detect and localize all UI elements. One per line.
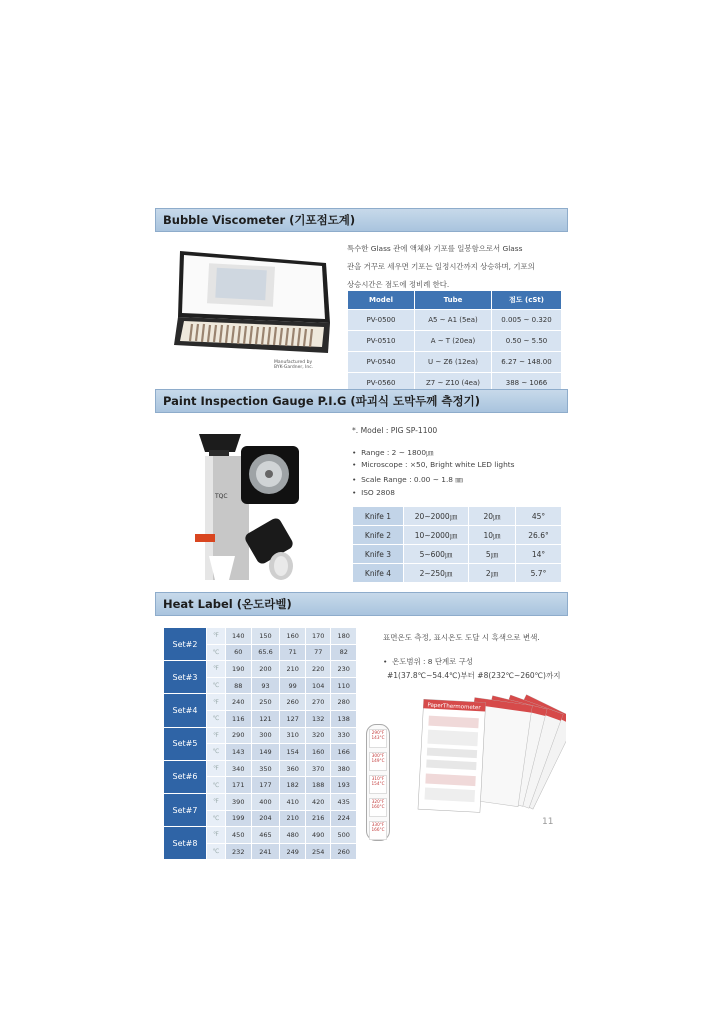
- table-cell: PV-0540: [348, 352, 415, 373]
- unit-f-label: ℉: [207, 661, 226, 678]
- table-cell: 254: [305, 843, 331, 860]
- table-cell: 360: [280, 760, 306, 777]
- table-cell: 160: [280, 628, 306, 645]
- table-cell: 340: [226, 760, 252, 777]
- section-header-bubble-viscometer: [155, 208, 568, 232]
- table-cell: 99: [280, 677, 306, 694]
- heat-label-table: [163, 627, 357, 860]
- section-header-heat-label: [155, 592, 568, 616]
- table-cell: 216: [305, 810, 331, 827]
- table-cell: 116: [226, 710, 252, 727]
- table-cell: 88: [226, 677, 252, 694]
- description-line: 상승시간은 점도에 정비례 한다.: [347, 280, 450, 289]
- table-cell: 230: [331, 661, 357, 678]
- table-cell: 260: [280, 694, 306, 711]
- knife-table: [352, 506, 562, 583]
- section-header-pig: [155, 389, 568, 413]
- heat-label-cards-photo: [414, 694, 566, 828]
- set-label: Set#7: [164, 793, 207, 826]
- table-cell: 480: [280, 827, 306, 844]
- table-cell: 241: [251, 843, 280, 860]
- strip-temperature-label: 290°F 143°C: [369, 729, 387, 748]
- table-cell: 290: [226, 727, 252, 744]
- table-cell: 220: [305, 661, 331, 678]
- pig-gauge-photo: [195, 424, 307, 586]
- table-row: [348, 331, 562, 352]
- viscometer-photo: [168, 245, 336, 373]
- table-row: [353, 564, 562, 583]
- unit-c-label: ℃: [207, 777, 226, 794]
- strip-temperature-label: 320°F 160°C: [369, 798, 387, 817]
- strip-temperature-label: 330°F 166°C: [369, 821, 387, 840]
- unit-f-label: ℉: [207, 793, 226, 810]
- table-row: [164, 661, 357, 678]
- table-row: [164, 694, 357, 711]
- table-cell: 60: [226, 644, 252, 661]
- page-number: 11: [542, 817, 554, 827]
- table-cell: 45°: [516, 507, 562, 526]
- table-cell: 210: [280, 810, 306, 827]
- table-row: [164, 628, 357, 645]
- table-cell: 121: [251, 710, 280, 727]
- table-cell: 270: [305, 694, 331, 711]
- table-cell: PV-0560: [348, 373, 415, 394]
- unit-f-label: ℉: [207, 727, 226, 744]
- table-cell: 380: [331, 760, 357, 777]
- table-cell: 177: [251, 777, 280, 794]
- heat-label-description: 표면온도 측정, 표시온도 도달 시 흑색으로 변색.: [383, 633, 540, 642]
- table-cell: 150: [251, 628, 280, 645]
- table-cell: 435: [331, 793, 357, 810]
- section-title: Paint Inspection Gauge P.I.G (파괴식 도막두께 측정기): [163, 394, 481, 408]
- table-cell: 140: [226, 628, 252, 645]
- description-line: 특수한 Glass 관에 액체와 기포를 일봉함으로서 Glass: [347, 244, 523, 253]
- card-title: PaperThermometer: [427, 702, 481, 712]
- table-cell: 171: [226, 777, 252, 794]
- table-cell: 20㎛: [469, 507, 516, 526]
- table-cell: 160: [305, 744, 331, 761]
- table-cell: 10~2000㎛: [404, 526, 469, 545]
- table-cell: 390: [226, 793, 252, 810]
- table-cell: Knife 2: [353, 526, 404, 545]
- table-cell: 400: [251, 793, 280, 810]
- list-item: • 온도범위 : 8 단계로 구성: [383, 657, 473, 666]
- table-cell: 450: [226, 827, 252, 844]
- table-cell: 260: [331, 843, 357, 860]
- table-cell: 180: [331, 628, 357, 645]
- table-cell: 320: [305, 727, 331, 744]
- table-cell: 182: [280, 777, 306, 794]
- list-item: • Scale Range : 0.00 ~ 1.8 ㎜: [352, 475, 463, 484]
- table-row: [348, 310, 562, 331]
- list-item: • Range : 2 ~ 1800㎛: [352, 448, 434, 457]
- table-cell: 199: [226, 810, 252, 827]
- table-cell: 5~600㎛: [404, 545, 469, 564]
- table-cell: PV-0500: [348, 310, 415, 331]
- table-cell: 132: [305, 710, 331, 727]
- section-title: Heat Label (온도라벨): [163, 597, 292, 611]
- unit-f-label: ℉: [207, 827, 226, 844]
- table-cell: 210: [280, 661, 306, 678]
- table-cell: A ~ T (20ea): [415, 331, 492, 352]
- table-cell: 465: [251, 827, 280, 844]
- unit-c-label: ℃: [207, 644, 226, 661]
- unit-f-label: ℉: [207, 694, 226, 711]
- table-cell: Knife 4: [353, 564, 404, 583]
- heat-strip: [366, 724, 390, 841]
- table-cell: 77: [305, 644, 331, 661]
- photo-caption-line: BYK-Gardner, Inc.: [274, 365, 314, 370]
- table-header-row: [348, 291, 562, 310]
- viscometer-description: [347, 240, 535, 294]
- photo-caption-line: Manufactured by: [274, 360, 313, 365]
- bullet-text: ISO 2808: [361, 488, 395, 497]
- table-row: [353, 526, 562, 545]
- table-row: [164, 827, 357, 844]
- table-cell: 188: [305, 777, 331, 794]
- list-item: • ISO 2808: [352, 488, 395, 497]
- table-cell: 82: [331, 644, 357, 661]
- unit-c-label: ℃: [207, 810, 226, 827]
- table-row: [353, 507, 562, 526]
- table-cell: 0.005 ~ 0.320: [492, 310, 562, 331]
- table-cell: A5 ~ A1 (5ea): [415, 310, 492, 331]
- table-cell: 224: [331, 810, 357, 827]
- table-cell: U ~ Z6 (12ea): [415, 352, 492, 373]
- table-cell: Z7 ~ Z10 (4ea): [415, 373, 492, 394]
- unit-c-label: ℃: [207, 677, 226, 694]
- table-cell: 350: [251, 760, 280, 777]
- table-cell: 240: [226, 694, 252, 711]
- unit-c-label: ℃: [207, 843, 226, 860]
- photo-caption: [274, 360, 313, 370]
- unit-f-label: ℉: [207, 628, 226, 645]
- table-row: [164, 760, 357, 777]
- table-cell: Knife 3: [353, 545, 404, 564]
- table-cell: 193: [331, 777, 357, 794]
- table-cell: 190: [226, 661, 252, 678]
- bullet-text: Scale Range : 0.00 ~ 1.8 ㎜: [361, 475, 463, 484]
- table-row: [348, 352, 562, 373]
- table-cell: 370: [305, 760, 331, 777]
- table-cell: 170: [305, 628, 331, 645]
- table-cell: 0.50 ~ 5.50: [492, 331, 562, 352]
- column-header: Model: [348, 291, 415, 310]
- set-label: Set#8: [164, 827, 207, 860]
- table-cell: 65.6: [251, 644, 280, 661]
- unit-c-label: ℃: [207, 744, 226, 761]
- bullet-text: 온도범위 : 8 단계로 구성: [392, 657, 473, 666]
- table-cell: 20~2000㎛: [404, 507, 469, 526]
- table-cell: 420: [305, 793, 331, 810]
- table-cell: 280: [331, 694, 357, 711]
- table-cell: 71: [280, 644, 306, 661]
- list-item: • Microscope : ×50, Bright white LED lights: [352, 460, 515, 469]
- section-title: Bubble Viscometer (기포점도계): [163, 213, 356, 227]
- strip-temperature-label: 300°F 149°C: [369, 752, 387, 771]
- table-cell: PV-0510: [348, 331, 415, 352]
- strip-temperature-label: 310°F 154°C: [369, 775, 387, 794]
- table-cell: 14°: [516, 545, 562, 564]
- table-cell: Knife 1: [353, 507, 404, 526]
- table-cell: 154: [280, 744, 306, 761]
- table-cell: 5㎛: [469, 545, 516, 564]
- set-label: Set#3: [164, 661, 207, 694]
- table-cell: 500: [331, 827, 357, 844]
- bullet-text: Range : 2 ~ 1800㎛: [361, 448, 434, 457]
- description-line: 관을 거꾸로 세우면 기포는 일정시간까지 상승하며, 기포의: [347, 262, 535, 271]
- table-row: [164, 793, 357, 810]
- set-label: Set#4: [164, 694, 207, 727]
- set-label: Set#2: [164, 628, 207, 661]
- pig-model: *. Model : PIG SP-1100: [352, 426, 438, 435]
- table-cell: 310: [280, 727, 306, 744]
- table-cell: 204: [251, 810, 280, 827]
- set-label: Set#5: [164, 727, 207, 760]
- table-cell: 110: [331, 677, 357, 694]
- table-cell: 143: [226, 744, 252, 761]
- unit-f-label: ℉: [207, 760, 226, 777]
- column-header: Tube: [415, 291, 492, 310]
- table-cell: 166: [331, 744, 357, 761]
- table-cell: 138: [331, 710, 357, 727]
- table-cell: 250: [251, 694, 280, 711]
- unit-c-label: ℃: [207, 710, 226, 727]
- table-cell: 104: [305, 677, 331, 694]
- table-cell: 127: [280, 710, 306, 727]
- table-cell: 249: [280, 843, 306, 860]
- table-row: [353, 545, 562, 564]
- svg-text:TQC: TQC: [215, 493, 228, 500]
- table-cell: 10㎛: [469, 526, 516, 545]
- heat-label-range: #1(37.8℃~54.4℃)부터 #8(232℃~260℃)까지: [387, 671, 561, 680]
- table-cell: 26.6°: [516, 526, 562, 545]
- bullet-text: Microscope : ×50, Bright white LED lights: [361, 460, 515, 469]
- column-header: 점도 (cSt): [492, 291, 562, 310]
- table-cell: 232: [226, 843, 252, 860]
- table-cell: 200: [251, 661, 280, 678]
- table-cell: 330: [331, 727, 357, 744]
- table-cell: 388 ~ 1066: [492, 373, 562, 394]
- table-cell: 2㎛: [469, 564, 516, 583]
- table-cell: 93: [251, 677, 280, 694]
- viscometer-table: [347, 290, 562, 394]
- set-label: Set#6: [164, 760, 207, 793]
- table-cell: 5.7°: [516, 564, 562, 583]
- table-cell: 2~250㎛: [404, 564, 469, 583]
- table-cell: 149: [251, 744, 280, 761]
- table-row: [164, 727, 357, 744]
- table-cell: 410: [280, 793, 306, 810]
- table-cell: 6.27 ~ 148.00: [492, 352, 562, 373]
- table-cell: 300: [251, 727, 280, 744]
- table-cell: 490: [305, 827, 331, 844]
